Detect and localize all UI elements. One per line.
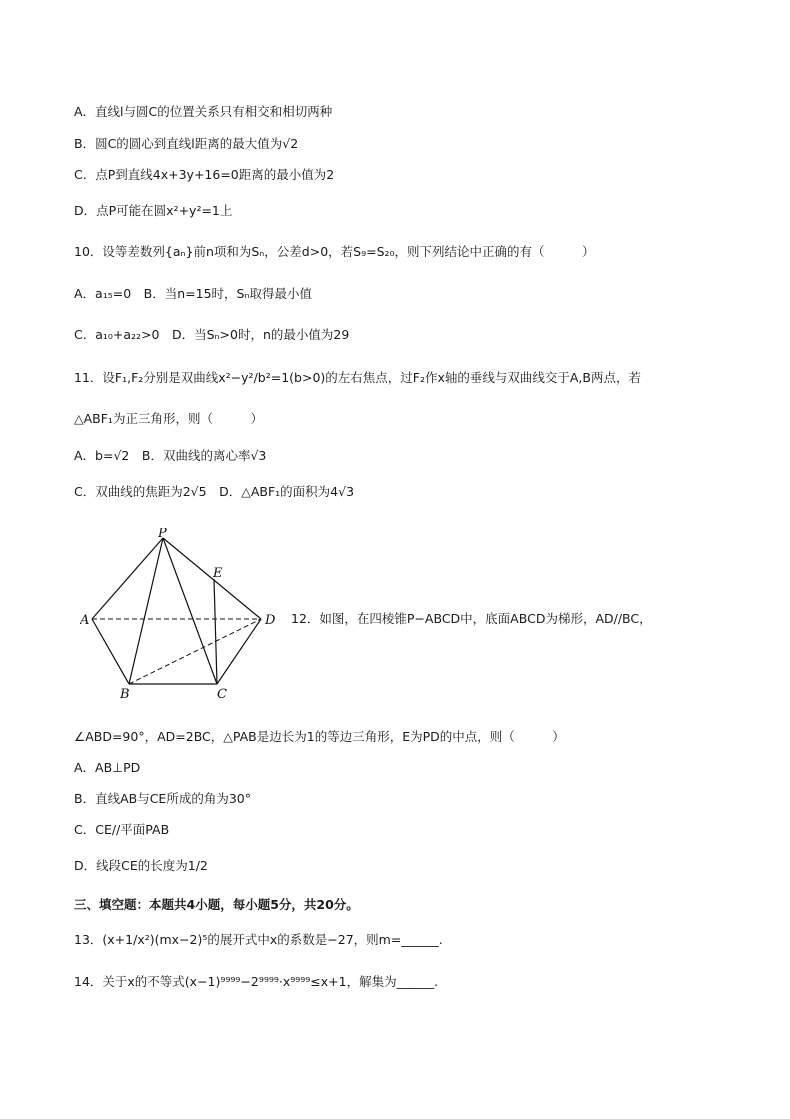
- q9-option-c-text: C．点P到直线4x+3y+16=0距离的最小值为2: [74, 167, 335, 182]
- label-a: A: [80, 613, 90, 628]
- q12-option-b-text: B．直线AB与CE所成的角为30°: [74, 791, 251, 806]
- label-e: E: [213, 566, 223, 581]
- q11-options-ab: [74, 446, 266, 466]
- q12-stem-line1-text: 12．如图，在四棱锥P−ABCD中，底面ABCD为梯形，AD//BC，: [291, 611, 652, 626]
- q10-stem-text: 10．设等差数列{aₙ}前n项和为Sₙ，公差d>0，若S₉=S₂₀，则下列结论中正确的有（ ）: [74, 244, 595, 259]
- section-heading-fill-in: [74, 895, 359, 915]
- q12-option-c: [74, 820, 169, 840]
- q9-option-b: [74, 134, 298, 154]
- q9-option-b-text: B．圆C的圆心到直线l距离的最大值为√2: [74, 136, 299, 151]
- pyramid-figure: [80, 528, 280, 703]
- label-p: P: [158, 528, 167, 541]
- edge-bd-hidden: [129, 619, 261, 684]
- q10-options-cd-text: C．a₁₀+a₂₂>0 D．当Sₙ>0时，n的最小值为29: [74, 327, 350, 342]
- q11-options-cd-text: C．双曲线的焦距为2√5 D．△ABF₁的面积为4√3: [74, 484, 355, 499]
- q9-option-d: [74, 201, 232, 221]
- edge-ab: [92, 619, 129, 684]
- q11-stem-line1: [74, 368, 641, 388]
- q11-stem-line2: [74, 409, 263, 429]
- q11-stem-line2-text: △ABF₁为正三角形，则（ ）: [74, 411, 263, 426]
- q13: [74, 930, 443, 950]
- q14: [74, 972, 438, 992]
- label-b: B: [120, 687, 130, 702]
- q9-option-d-text: D．点P可能在圆x²+y²=1上: [74, 203, 233, 218]
- edge-pb: [129, 538, 163, 684]
- q12-stem-line2: [74, 727, 565, 747]
- q14-text: 14．关于x的不等式(x−1)⁹⁹⁹⁹−2⁹⁹⁹⁹·x⁹⁹⁹⁹≤x+1，解集为______.: [74, 974, 439, 989]
- q12-option-c-text: C．CE//平面PAB: [74, 822, 170, 837]
- q11-stem-line1-text: 11．设F₁,F₂分别是双曲线x²−y²/b²=1(b>0)的左右焦点，过F₂作x轴的垂线与双曲线交于A,B两点，若: [74, 370, 641, 385]
- q10-options-cd: [74, 325, 349, 345]
- q12-option-d: [74, 856, 208, 876]
- q10-stem: [74, 242, 595, 262]
- q11-options-cd: [74, 482, 354, 502]
- q12-option-a: [74, 758, 140, 778]
- q9-option-a: [74, 102, 332, 122]
- q13-text: 13．(x+1/x²)(mx−2)⁵的展开式中x的系数是−27，则m=______.: [74, 932, 443, 947]
- edge-pa: [92, 538, 163, 619]
- q12-stem-line1: [291, 609, 652, 629]
- q12-option-a-text: A．AB⊥PD: [74, 760, 141, 775]
- q12-option-b: [74, 789, 251, 809]
- q10-options-ab: [74, 284, 312, 304]
- q9-option-a-text: A．直线l与圆C的位置关系只有相交和相切两种: [74, 104, 333, 119]
- q9-option-c: [74, 165, 334, 185]
- q12-stem-line2-text: ∠ABD=90°，AD=2BC，△PAB是边长为1的等边三角形，E为PD的中点，则（ ）: [74, 729, 565, 744]
- q11-options-ab-text: A．b=√2 B．双曲线的离心率√3: [74, 448, 267, 463]
- q12-option-d-text: D．线段CE的长度为1/2: [74, 858, 208, 873]
- edge-cd: [217, 619, 261, 684]
- label-c: C: [217, 687, 227, 702]
- edge-ce: [214, 579, 217, 684]
- q10-options-ab-text: A．a₁₅=0 B．当n=15时，Sₙ取得最小值: [74, 286, 312, 301]
- section-heading-text: 三、填空题：本题共4小题，每小题5分，共20分。: [74, 897, 359, 912]
- label-d: D: [265, 613, 276, 628]
